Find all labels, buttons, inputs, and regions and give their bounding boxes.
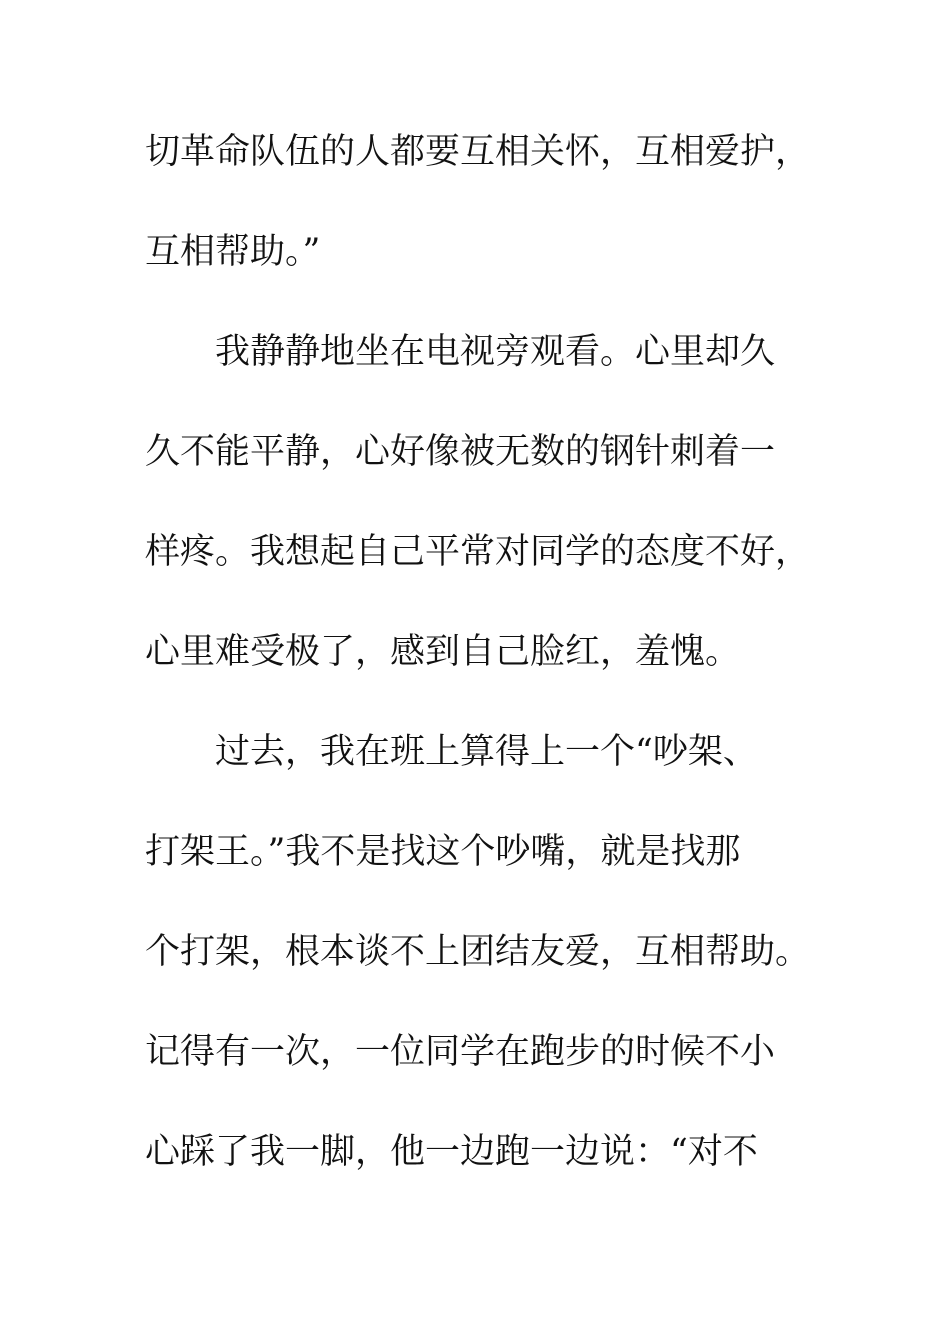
text-line-1: 切革命队伍的人都要互相关怀，互相爱护， <box>145 132 811 172</box>
text-line-11: 心踩了我一脚，他一边跑一边说：“对不 <box>145 1132 758 1172</box>
paragraph-3-line-1: 过去，我在班上算得上一个“吵架、 <box>215 732 758 772</box>
text-line-2: 互相帮助。” <box>145 232 321 272</box>
text-line-5: 样疼。我想起自己平常对同学的态度不好， <box>145 532 811 572</box>
text-line-6: 心里难受极了，感到自己脸红，羞愧。 <box>145 632 741 672</box>
text-line-8: 打架王。”我不是找这个吵嘴，就是找那 <box>145 832 741 872</box>
text-line-9: 个打架，根本谈不上团结友爱，互相帮助。 <box>145 932 811 972</box>
text-line-4: 久不能平静，心好像被无数的钢针刺着一 <box>145 432 776 472</box>
text-line-10: 记得有一次，一位同学在跑步的时候不小 <box>145 1032 776 1072</box>
paragraph-2-line-1: 我静静地坐在电视旁观看。心里却久 <box>215 332 776 372</box>
